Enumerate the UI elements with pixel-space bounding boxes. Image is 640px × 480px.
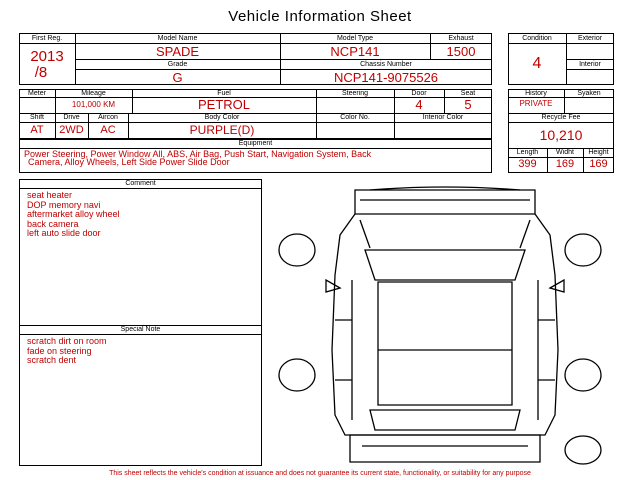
width-value: 169 <box>555 158 575 170</box>
chassis-number-label: Chassis Number <box>360 61 412 68</box>
aircon-label: Aircon <box>98 114 118 121</box>
special-note-list <box>27 337 107 366</box>
mileage-label: Mileage <box>81 90 106 97</box>
roof <box>378 282 512 405</box>
history-label: History <box>525 90 547 97</box>
drive-value: 2WD <box>59 124 84 136</box>
rear-left-wheel <box>279 359 315 391</box>
color-no-label: Color No. <box>340 114 370 121</box>
first-reg-label: First Reg. <box>31 35 63 42</box>
condition-label: Condition <box>522 35 552 42</box>
recycle-fee-label: Recycle Fee <box>541 114 581 121</box>
interior-label: Interior <box>579 61 601 68</box>
front-left-wheel <box>279 234 315 266</box>
comment-item: left auto slide door <box>27 228 101 238</box>
model-type-label: Model Type <box>336 35 374 42</box>
recycle-fee-value: 10,210 <box>539 127 583 143</box>
shift-label: Shift <box>29 114 44 121</box>
model-name-label: Model Name <box>157 35 198 42</box>
width-label: Widht <box>556 149 574 156</box>
equipment-line-1: Power Steering, Power Window All, ABS, Air Bag, Push Start, Navigation System, Back <box>24 149 372 159</box>
equipment-label: Equipment <box>238 140 273 147</box>
exterior-label: Exterior <box>577 35 603 42</box>
grade-label: Grade <box>167 61 188 68</box>
rear-bumper <box>350 435 540 462</box>
comment-list <box>27 191 120 239</box>
fuel-label: Fuel <box>217 90 231 97</box>
special-note-item: scratch dent <box>27 355 77 365</box>
special-note-item: scratch dirt on room <box>27 336 107 346</box>
windshield <box>365 250 525 280</box>
model-name-value: SPADE <box>155 44 200 59</box>
model-type-value: NCP141 <box>330 44 380 59</box>
disclaimer-footer: This sheet reflects the vehicle's condition at issuance and does not guarantee its current state, functionality, or suitability for any purpose <box>109 470 531 477</box>
condition-value: 4 <box>532 55 542 72</box>
meter-label: Meter <box>28 90 46 97</box>
body-color-value: PURPLE(D) <box>189 123 255 137</box>
rear-right-wheel <box>565 359 601 391</box>
aircon-value: AC <box>100 124 116 136</box>
shift-value: AT <box>30 124 44 136</box>
length-label: Length <box>516 149 539 156</box>
steering-label: Steering <box>341 90 369 97</box>
body-outline <box>332 214 558 435</box>
special-note-item: fade on steering <box>27 345 92 356</box>
special-note-label: Special Note <box>120 326 161 333</box>
first-reg-year: 2013 <box>30 48 64 65</box>
door-value: 4 <box>415 97 423 112</box>
mileage-value: 101,000 KM <box>71 100 116 109</box>
sheet-title: Vehicle Information Sheet <box>228 8 412 25</box>
spare-wheel <box>565 436 601 464</box>
chassis-number-value: NCP141-9075526 <box>333 70 439 85</box>
syaken-label: Syaken <box>577 90 601 97</box>
comment-item: seat heater <box>27 190 73 200</box>
exhaust-label: Exhaust <box>448 35 474 42</box>
interior-color-label: Interior Color <box>422 114 464 121</box>
seat-value: 5 <box>464 97 472 112</box>
length-value: 399 <box>518 158 537 170</box>
car-body-diagram <box>270 180 620 470</box>
comment-item: DOP memory navi <box>27 199 101 210</box>
comment-item: aftermarket alloy wheel <box>27 209 120 219</box>
front-right-wheel <box>565 234 601 266</box>
comment-item: back camera <box>27 218 79 229</box>
height-value: 169 <box>589 158 608 170</box>
drive-label: Drive <box>63 114 80 121</box>
rear-window <box>370 410 520 430</box>
equipment-line-2: Camera, Alloy Wheels, Left Side Power Slide Door <box>28 157 230 167</box>
height-label: Height <box>588 149 609 156</box>
comment-label: Comment <box>125 180 156 187</box>
grade-value: G <box>172 70 183 85</box>
door-label: Door <box>411 90 427 97</box>
body-color-label: Body Color <box>204 114 240 121</box>
seat-label: Seat <box>460 90 476 97</box>
exhaust-value: 1500 <box>446 44 476 59</box>
history-value: PRIVATE <box>519 99 553 108</box>
first-reg-month: /8 <box>34 64 48 81</box>
front-bumper <box>355 190 535 214</box>
fuel-value: PETROL <box>197 97 250 112</box>
